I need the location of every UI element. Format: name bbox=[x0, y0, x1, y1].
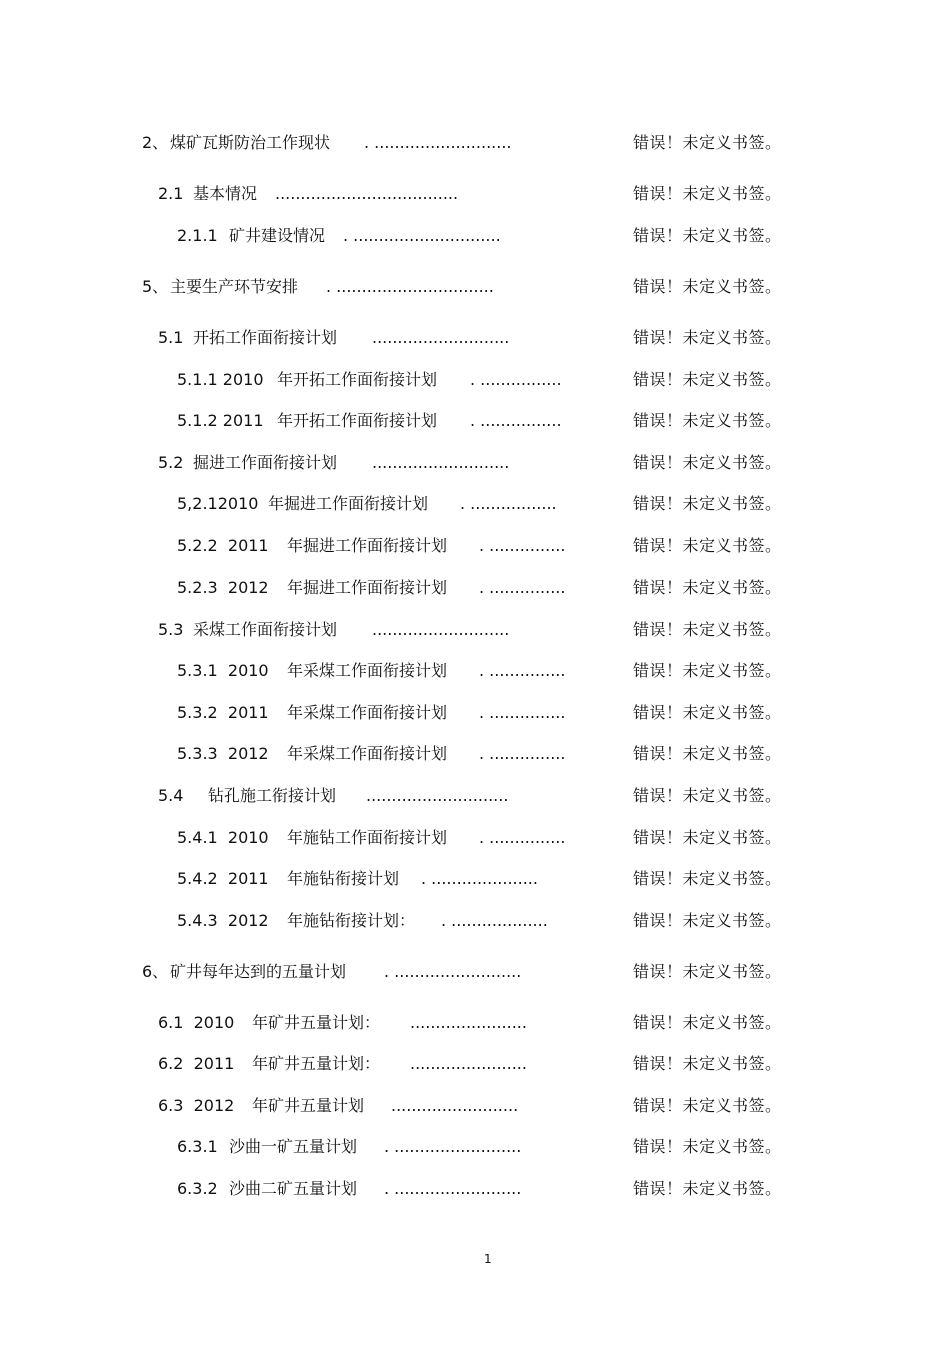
toc-entry-page-ref: 错误！未定义书签。 bbox=[633, 786, 782, 805]
toc-entry[interactable] bbox=[0, 1094, 950, 1118]
toc-entry-leader: . ........................... bbox=[364, 133, 512, 152]
toc-entry-page-ref: 错误！未定义书签。 bbox=[633, 869, 782, 888]
toc-entry-leader: ........................... bbox=[372, 328, 510, 347]
toc-entry-title: 年矿井五量计划： bbox=[252, 1013, 381, 1032]
page-number: 1 bbox=[484, 1252, 492, 1266]
toc-entry-page-ref: 错误！未定义书签。 bbox=[633, 411, 782, 430]
toc-entry[interactable] bbox=[0, 275, 950, 299]
toc-entry-leader: . ............... bbox=[479, 578, 566, 597]
toc-entry-page-ref: 错误！未定义书签。 bbox=[633, 370, 782, 389]
toc-entry[interactable] bbox=[0, 409, 950, 433]
toc-entry-title: 沙曲一矿五量计划 bbox=[229, 1137, 358, 1156]
toc-entry-title: 矿井每年达到的五量计划 bbox=[170, 962, 347, 981]
toc-entry-number: 5.1.2 2011 bbox=[177, 411, 264, 430]
toc-entry-leader: . ............... bbox=[479, 661, 566, 680]
toc-entry[interactable] bbox=[0, 1052, 950, 1076]
toc-entry-page-ref: 错误！未定义书签。 bbox=[633, 1137, 782, 1156]
toc-entry-page-ref: 错误！未定义书签。 bbox=[633, 1054, 782, 1073]
toc-entry[interactable] bbox=[0, 784, 950, 808]
toc-entry-leader: . ......................... bbox=[384, 1179, 522, 1198]
toc-entry-leader: ....................... bbox=[410, 1054, 527, 1073]
toc-entry-page-ref: 错误！未定义书签。 bbox=[633, 828, 782, 847]
toc-entry-title: 矿井建设情况 bbox=[229, 226, 326, 245]
toc-entry-number: 5.2.2 2011 bbox=[177, 536, 269, 555]
toc-entry-page-ref: 错误！未定义书签。 bbox=[633, 226, 782, 245]
toc-entry[interactable] bbox=[0, 1177, 950, 1201]
toc-entry[interactable] bbox=[0, 576, 950, 600]
toc-entry-title: 年掘进工作面衔接计划 bbox=[268, 494, 429, 513]
toc-entry-leader: ............................ bbox=[366, 786, 509, 805]
toc-entry-leader: .................................... bbox=[275, 184, 459, 203]
toc-entry[interactable] bbox=[0, 618, 950, 642]
toc-entry-page-ref: 错误！未定义书签。 bbox=[633, 661, 782, 680]
toc-entry-number: 2.1 bbox=[158, 184, 184, 203]
toc-entry-title: 年施钻工作面衔接计划 bbox=[287, 828, 448, 847]
toc-entry-page-ref: 错误！未定义书签。 bbox=[633, 184, 782, 203]
toc-entry-page-ref: 错误！未定义书签。 bbox=[633, 1179, 782, 1198]
toc-entry[interactable] bbox=[0, 224, 950, 248]
toc-entry-leader: ........................... bbox=[372, 453, 510, 472]
toc-entry[interactable] bbox=[0, 368, 950, 392]
toc-entry-number: 5.4.2 2011 bbox=[177, 869, 269, 888]
toc-entry[interactable] bbox=[0, 534, 950, 558]
toc-entry[interactable] bbox=[0, 701, 950, 725]
toc-entry-page-ref: 错误！未定义书签。 bbox=[633, 1096, 782, 1115]
toc-entry-leader: . ............... bbox=[479, 536, 566, 555]
toc-entry[interactable] bbox=[0, 742, 950, 766]
toc-entry[interactable] bbox=[0, 867, 950, 891]
toc-entry-number: 5.1 bbox=[158, 328, 184, 347]
toc-entry-page-ref: 错误！未定义书签。 bbox=[633, 328, 782, 347]
toc-entry-number: 5.4.3 2012 bbox=[177, 911, 269, 930]
toc-entry-number: 6.3 2012 bbox=[158, 1096, 235, 1115]
toc-entry-number: 5.4 bbox=[158, 786, 184, 805]
toc-entry-leader: . ......................... bbox=[384, 1137, 522, 1156]
toc-entry-title: 年采煤工作面衔接计划 bbox=[287, 744, 448, 763]
toc-entry-leader: . ............... bbox=[479, 703, 566, 722]
toc-entry[interactable] bbox=[0, 451, 950, 475]
toc-entry-title: 采煤工作面衔接计划 bbox=[193, 620, 338, 639]
toc-entry-leader: . ............... bbox=[479, 828, 566, 847]
toc-entry-number: 5.2.3 2012 bbox=[177, 578, 269, 597]
toc-entry-number: 6.1 2010 bbox=[158, 1013, 235, 1032]
toc-entry-title: 年施钻衔接计划 bbox=[287, 869, 400, 888]
toc-entry-leader: . ..................... bbox=[421, 869, 538, 888]
toc-entry-title: 掘进工作面衔接计划 bbox=[193, 453, 338, 472]
toc-entry-number: 6、 bbox=[142, 962, 169, 981]
toc-entry[interactable] bbox=[0, 826, 950, 850]
toc-entry-page-ref: 错误！未定义书签。 bbox=[633, 911, 782, 930]
toc-entry-leader: ......................... bbox=[391, 1096, 519, 1115]
toc-entry-leader: ....................... bbox=[410, 1013, 527, 1032]
toc-entry-title: 年矿井五量计划 bbox=[252, 1096, 365, 1115]
toc-entry-number: 5、 bbox=[142, 277, 169, 296]
toc-entry-number: 5,2.12010 bbox=[177, 494, 259, 513]
toc-entry-number: 6.3.2 bbox=[177, 1179, 218, 1198]
toc-entry-title: 年采煤工作面衔接计划 bbox=[287, 703, 448, 722]
toc-entry[interactable] bbox=[0, 1135, 950, 1159]
toc-entry-title: 年开拓工作面衔接计划 bbox=[277, 411, 438, 430]
toc-entry-leader: . ............................... bbox=[326, 277, 494, 296]
toc-entry-title: 沙曲二矿五量计划 bbox=[229, 1179, 358, 1198]
toc-entry-page-ref: 错误！未定义书签。 bbox=[633, 453, 782, 472]
toc-entry-leader: . ................ bbox=[470, 370, 562, 389]
toc-entry-title: 基本情况 bbox=[193, 184, 258, 203]
toc-entry[interactable] bbox=[0, 326, 950, 350]
toc-entry-title: 年掘进工作面衔接计划 bbox=[287, 578, 448, 597]
toc-entry-number: 5.3 bbox=[158, 620, 184, 639]
toc-entry-page-ref: 错误！未定义书签。 bbox=[633, 494, 782, 513]
toc-entry-leader: . ................ bbox=[470, 411, 562, 430]
toc-entry-leader: . ............................. bbox=[343, 226, 501, 245]
toc-entry[interactable] bbox=[0, 960, 950, 984]
toc-entry-number: 2.1.1 bbox=[177, 226, 218, 245]
toc-entry-number: 5.3.3 2012 bbox=[177, 744, 269, 763]
toc-entry-title: 年矿井五量计划： bbox=[252, 1054, 381, 1073]
toc-entry-leader: . ............... bbox=[479, 744, 566, 763]
toc-entry-title: 主要生产环节安排 bbox=[170, 277, 299, 296]
toc-entry-page-ref: 错误！未定义书签。 bbox=[633, 703, 782, 722]
toc-entry-number: 5.2 bbox=[158, 453, 184, 472]
toc-entry-leader: . ................. bbox=[460, 494, 557, 513]
toc-entry-number: 2、 bbox=[142, 133, 169, 152]
toc-entry-page-ref: 错误！未定义书签。 bbox=[633, 133, 782, 152]
toc-entry[interactable] bbox=[0, 1011, 950, 1035]
toc-entry-number: 6.2 2011 bbox=[158, 1054, 235, 1073]
toc-entry-page-ref: 错误！未定义书签。 bbox=[633, 620, 782, 639]
toc-entry-page-ref: 错误！未定义书签。 bbox=[633, 536, 782, 555]
toc-entry-title: 煤矿瓦斯防治工作现状 bbox=[170, 133, 331, 152]
toc-entry-title: 开拓工作面衔接计划 bbox=[193, 328, 338, 347]
toc-entry-number: 5.4.1 2010 bbox=[177, 828, 269, 847]
toc-entry-title: 年开拓工作面衔接计划 bbox=[277, 370, 438, 389]
toc-entry-title: 钻孔施工衔接计划 bbox=[208, 786, 337, 805]
toc-entry-number: 6.3.1 bbox=[177, 1137, 218, 1156]
toc-entry-page-ref: 错误！未定义书签。 bbox=[633, 962, 782, 981]
toc-entry[interactable] bbox=[0, 182, 950, 206]
toc-entry-title: 年采煤工作面衔接计划 bbox=[287, 661, 448, 680]
toc-entry-number: 5.3.2 2011 bbox=[177, 703, 269, 722]
toc-entry-number: 5.3.1 2010 bbox=[177, 661, 269, 680]
toc-entry-title: 年施钻衔接计划： bbox=[287, 911, 416, 930]
toc-entry[interactable] bbox=[0, 909, 950, 933]
toc-entry-leader: . ................... bbox=[441, 911, 548, 930]
toc-entry[interactable] bbox=[0, 131, 950, 155]
toc-entry[interactable] bbox=[0, 492, 950, 516]
toc-entry-page-ref: 错误！未定义书签。 bbox=[633, 1013, 782, 1032]
toc-entry-leader: . ......................... bbox=[384, 962, 522, 981]
toc-entry-page-ref: 错误！未定义书签。 bbox=[633, 744, 782, 763]
toc-entry[interactable] bbox=[0, 659, 950, 683]
toc-entry-page-ref: 错误！未定义书签。 bbox=[633, 578, 782, 597]
toc-entry-number: 5.1.1 2010 bbox=[177, 370, 264, 389]
toc-entry-title: 年掘进工作面衔接计划 bbox=[287, 536, 448, 555]
toc-entry-page-ref: 错误！未定义书签。 bbox=[633, 277, 782, 296]
toc-entry-leader: ........................... bbox=[372, 620, 510, 639]
